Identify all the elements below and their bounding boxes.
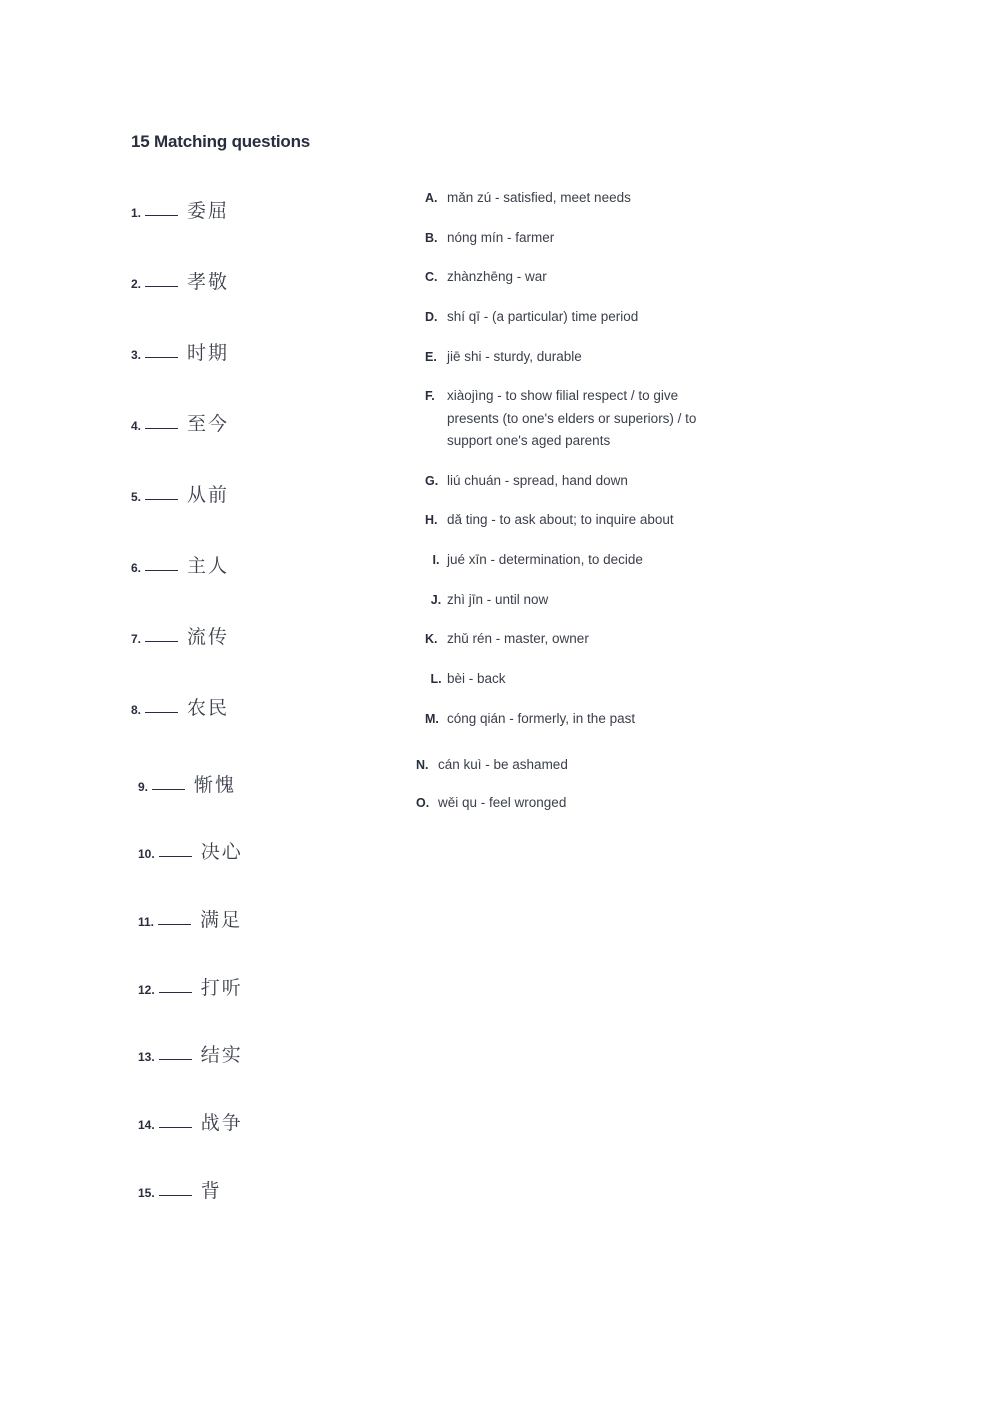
option-b — [425, 227, 727, 250]
option-g — [425, 470, 727, 493]
question-number: 14. — [138, 1118, 155, 1132]
question-word: 从前 — [187, 484, 230, 506]
question-word: 主人 — [187, 555, 230, 577]
option-text: jué xīn - determination, to decide — [447, 552, 643, 567]
option-text: shí qī - (a particular) time period — [447, 309, 639, 324]
question-word: 孝敬 — [187, 271, 230, 293]
option-o — [416, 792, 718, 815]
option-letter: E. — [425, 350, 437, 364]
answer-blank[interactable] — [145, 214, 178, 216]
question-word: 战争 — [200, 1112, 243, 1134]
question-word: 结实 — [200, 1044, 243, 1066]
option-letter: H. — [425, 513, 438, 527]
option-text: liú chuán - spread, hand down — [447, 473, 628, 488]
question-number: 11. — [138, 915, 155, 929]
answer-blank[interactable] — [145, 427, 178, 429]
option-d — [425, 306, 727, 329]
option-i — [425, 549, 727, 572]
answer-blank[interactable] — [159, 1126, 192, 1128]
option-j — [425, 589, 727, 612]
option-letter: K. — [425, 632, 438, 646]
question-number: 1. — [131, 206, 142, 220]
option-text: zhǔ rén - master, owner — [447, 631, 589, 646]
question-number: 13. — [138, 1050, 155, 1064]
option-letter: F. — [425, 389, 435, 403]
answer-blank[interactable] — [145, 356, 178, 358]
question-10 — [138, 837, 243, 864]
question-6 — [131, 551, 229, 578]
option-letter: O. — [416, 796, 430, 810]
question-number: 4. — [131, 419, 142, 433]
question-word: 惭愧 — [194, 774, 237, 796]
question-word: 流传 — [187, 626, 230, 648]
option-f — [425, 385, 727, 453]
question-word: 农民 — [187, 697, 230, 719]
option-text: bèi - back — [447, 671, 506, 686]
question-number: 9. — [138, 780, 149, 794]
question-14 — [138, 1108, 243, 1135]
option-m — [425, 708, 727, 731]
option-letter: M. — [425, 712, 439, 726]
answer-blank[interactable] — [145, 285, 178, 287]
answer-blank[interactable] — [159, 991, 192, 993]
question-1 — [131, 196, 229, 223]
answer-blank[interactable] — [158, 923, 191, 925]
option-letter: C. — [425, 270, 438, 284]
question-number: 15. — [138, 1186, 155, 1200]
question-word: 至今 — [187, 413, 230, 435]
option-text: wěi qu - feel wronged — [438, 795, 567, 810]
question-3 — [131, 338, 229, 365]
question-word: 背 — [200, 1180, 222, 1202]
question-word: 委屈 — [187, 200, 230, 222]
question-number: 6. — [131, 561, 142, 575]
answer-blank[interactable] — [145, 569, 178, 571]
option-n — [416, 754, 718, 777]
question-2 — [131, 267, 229, 294]
option-text: nóng mín - farmer — [447, 230, 555, 245]
question-number: 2. — [131, 277, 142, 291]
option-e — [425, 346, 727, 369]
answer-blank[interactable] — [145, 498, 178, 500]
page-title: 15 Matching questions — [131, 132, 311, 151]
option-letter: L. — [430, 672, 442, 686]
option-letter: N. — [416, 758, 429, 772]
option-text: jiē shi - sturdy, durable — [447, 349, 582, 364]
question-13 — [138, 1040, 243, 1067]
option-text: zhànzhēng - war — [447, 269, 547, 284]
question-4 — [131, 409, 229, 436]
option-text: cán kuì - be ashamed — [438, 757, 568, 772]
option-c — [425, 266, 727, 289]
option-k — [425, 628, 727, 651]
answer-blank[interactable] — [159, 1058, 192, 1060]
answer-blank[interactable] — [152, 788, 185, 790]
question-12 — [138, 973, 243, 1000]
question-word: 满足 — [200, 909, 243, 931]
question-word: 决心 — [200, 841, 243, 863]
question-15 — [138, 1176, 222, 1203]
option-l — [425, 668, 727, 691]
option-text: cóng qián - formerly, in the past — [447, 711, 636, 726]
answer-blank[interactable] — [159, 855, 192, 857]
question-9 — [138, 770, 236, 797]
question-word: 时期 — [187, 342, 230, 364]
option-letter: I. — [432, 553, 440, 567]
answer-blank[interactable] — [145, 640, 178, 642]
question-number: 12. — [138, 983, 155, 997]
option-letter: B. — [425, 231, 438, 245]
option-letter: D. — [425, 310, 438, 324]
question-11 — [138, 905, 242, 932]
option-letter: G. — [425, 474, 439, 488]
answer-blank[interactable] — [145, 711, 178, 713]
question-number: 10. — [138, 847, 155, 861]
question-number: 8. — [131, 703, 142, 717]
question-number: 7. — [131, 632, 142, 646]
question-7 — [131, 622, 229, 649]
option-letter: J. — [430, 593, 442, 607]
option-h — [425, 509, 727, 532]
option-text: xiàojìng - to show filial respect / to give presents (to one's elders or superiors) / to support one's aged parents — [447, 388, 697, 448]
option-a — [425, 187, 727, 210]
question-number: 3. — [131, 348, 142, 362]
option-text: dǎ ting - to ask about; to inquire about — [447, 512, 674, 527]
question-8 — [131, 693, 229, 720]
answer-blank[interactable] — [159, 1194, 192, 1196]
question-5 — [131, 480, 229, 507]
question-number: 5. — [131, 490, 142, 504]
option-letter: A. — [425, 191, 438, 205]
question-word: 打听 — [200, 977, 243, 999]
option-text: mǎn zú - satisfied, meet needs — [447, 190, 631, 205]
option-text: zhì jīn - until now — [447, 592, 549, 607]
